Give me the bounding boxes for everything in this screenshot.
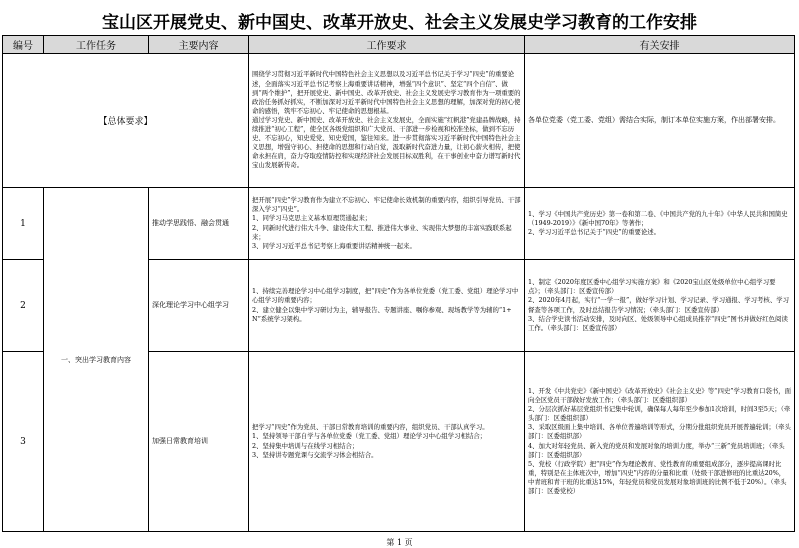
row-content: 推动学思践悟、融会贯通 bbox=[149, 188, 249, 260]
row-requirement: 1、持续完善理论学习中心组学习制度，把“四史”作为各单位党委（党工委、党组）理论学习中心组学习的重要内容； 2、建立健全以集中学习研讨为主，辅导报告、专题讲座、嘱你参观、现场教学等为辅的“1+N”系统学习架构。 bbox=[249, 260, 525, 352]
row-requirement: 把学习“四史”作为党员、干部日常教育培训的重要内容，组织党员、干部认真学习。 1、坚持领导干部自学与各单位党委（党工委、党组）理论学习中心组学习相结合； 2、坚持集中培训与在线学习相结合； 3、坚持讲专题党课与交流学习体会相结合。 bbox=[249, 352, 525, 532]
row-number: 1 bbox=[3, 188, 44, 260]
header-number: 编号 bbox=[3, 36, 44, 54]
general-label: 【总体要求】 bbox=[3, 54, 249, 188]
row-arrangement: 1、开发《中共党史》《新中国史》《改革开放史》《社会主义史》等“四史”学习教育口袋书，面向全区党员干部做好发放工作；（牵头部门：区委组织部） 2、分层次抓好基层党组织书记集中轮训，确保每人每年至少参加1次培训，时间3至5天；（牵头部门：区委组织部） 3、采取区级面上集中培训、各单位普遍培训等形式，分期分批组织党员开展普遍轮训；（牵头部门：区委组织部） 4、加大对年轻党员、新入党的党员和发展对象的培训力度，举办“三新”党员培训班；（牵头部门：区委组织部） 5、党校（行政学院）把“四史”作为理论教育、党性教育的重要组成部分，逐步提高课时比重，特别是在主体班次中，增加“四史”内容的分量和比重（处级干部进修班的比重达20%，中青班和青干班的比重达15%，年轻党员和党员发展对象培训班的比例不低于20%）。（牵头部门：区委党校） bbox=[525, 352, 795, 532]
header-row bbox=[3, 36, 795, 54]
row-arrangement: 1、学习《中国共产党历史》第一卷和第二卷、《中国共产党的九十年》《中华人民共和国简史（1949-2019）》《新中国70年》等著作； 2、学习习近平总书记关于“四史”的重要论述。 bbox=[525, 188, 795, 260]
row-arrangement: 1、制定《2020年度区委中心组学习实施方案》和《2020宝山区处级单位中心组学习要点》；（牵头部门：区委宣传部） 2、2020年4月起，实行“一学一报”，做好学习计划、学习记录、学习通报、学习考核、学习督查等各项工作，及时总结报告学习情况；（牵头部门：区委宣传部） 3、结合学史读书活动安排，及时向区、处级领导中心组成员推荐“四史”图书并做好红色阅读工作。（牵头部门：区委宣传部） bbox=[525, 260, 795, 352]
task-group: 一、突出学习教育内容 bbox=[44, 188, 149, 532]
general-row bbox=[3, 54, 795, 188]
row-requirement: 把开展“四史”学习教育作为建立不忘初心、牢记使命长效机制的重要内容，组织引导党员、干部深入学习“四史”。 1、同学习马克思主义基本原理贯通起来； 2、同新时代进行伟大斗争、建设伟大工程、推进伟大事业、实现伟大梦想的丰富实践联系起来； 3、同学习习近平总书记考察上海重要讲话精神统一起来。 bbox=[249, 188, 525, 260]
header-task: 工作任务 bbox=[44, 36, 149, 54]
row-number: 3 bbox=[3, 352, 44, 532]
row-number: 2 bbox=[3, 260, 44, 352]
document-title: 宝山区开展党史、新中国史、改革开放史、社会主义发展史学习教育的工作安排 bbox=[102, 13, 697, 33]
general-arrangement: 各单位党委（党工委、党组）需结合实际，制订本单位实施方案，作出部署安排。 bbox=[525, 54, 795, 188]
header-arrangement: 有关安排 bbox=[525, 36, 795, 54]
row-content: 加强日常教育培训 bbox=[149, 352, 249, 532]
row-content: 深化理论学习中心组学习 bbox=[149, 260, 249, 352]
page-number: 第 1 页 bbox=[386, 538, 413, 547]
work-arrangement-table bbox=[2, 35, 795, 532]
table-row bbox=[3, 188, 795, 260]
header-requirement: 工作要求 bbox=[249, 36, 525, 54]
general-requirement: 围绕学习贯彻习近平新时代中国特色社会主义思想以及习近平总书记关于学习“四史”的重要论述，全面落实习近平总书记考察上海重要讲话精神，增强“四个意识”、坚定“四个自信”、做到“两个维护”，把开展党史、新中国史、改革开放史、社会主义发展史学习教育作为一项重要的政治任务抓好抓实，不断加深对习近平新时代中国特色社会主义思想的理解，加深对党的初心使命的感悟，筑牢不忘初心、牢记使命的思想根基。 通过学习党史、新中国史、改革开放史、社会主义发展史，全面实施“红帆港”党建品牌战略，持续推进“初心工程”，使全区各级党组织和广大党员、干部进一步检视和校准坐标，做到不忘历史、不忘初心，知史爱党、知史爱国，鉴往知来。进一步贯彻落实习近平新时代中国特色社会主义思想，增强守初心、担使命的思想和行动自觉，汲取新时代奋进力量，让初心薪火相传，把使命永担在肩，奋力夺取疫情防控和实现经济社会发展目标双胜利，在干事创业中奋力谱写新时代宝山发展新传奇。 bbox=[249, 54, 525, 188]
header-content: 主要内容 bbox=[149, 36, 249, 54]
